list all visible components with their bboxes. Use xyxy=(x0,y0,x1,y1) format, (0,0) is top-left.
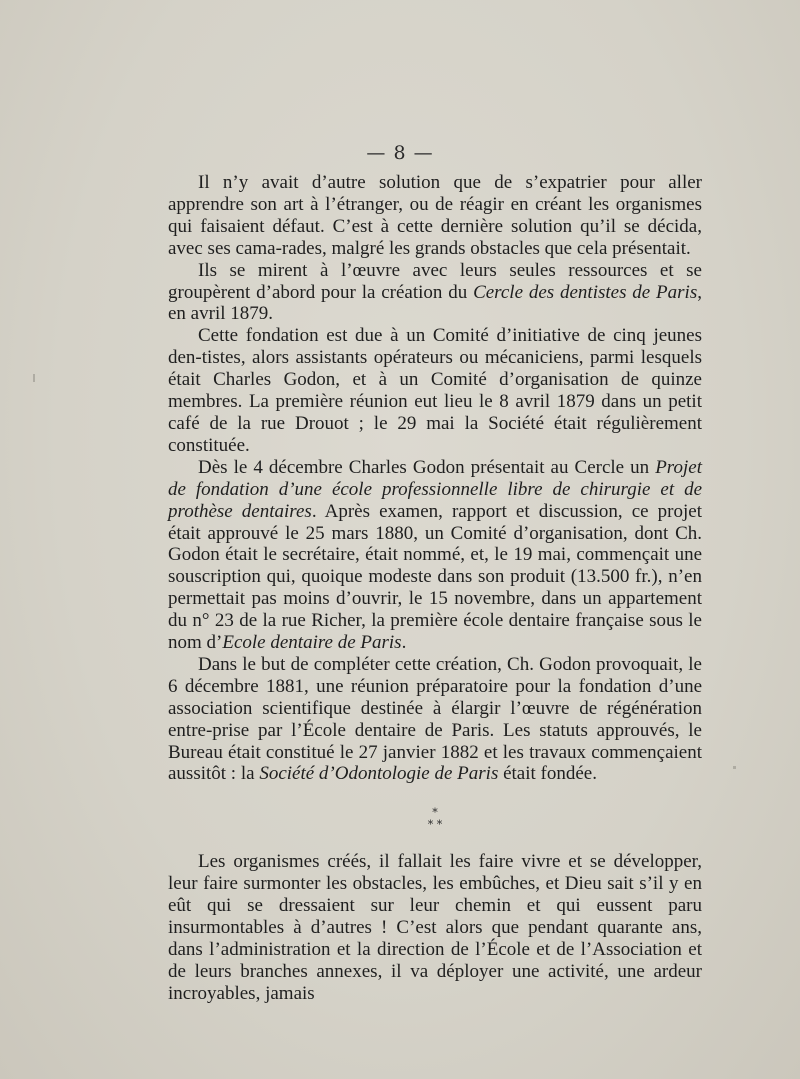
scan-speck xyxy=(733,766,736,769)
paragraph-5-italic: Société d’Odontologie de Paris xyxy=(259,763,499,785)
paragraph-4-text-end: . xyxy=(401,632,407,654)
paragraph-2-italic: Cercle des dentistes de Paris xyxy=(473,281,698,303)
paragraph-4-italic-2: Ecole dentaire de Paris xyxy=(222,632,402,654)
body-text xyxy=(168,172,702,1005)
paragraph-4-text-middle: . Après examen, rapport et discussion, ce projet était approuvé le 25 mars 1880, un Comité d’organisation, dont Ch. Godon était le secrétaire, était nommé, et, le 19 mai, commençait une souscription qui, quoique modeste dans son produit (13.500 fr.), n’en permettait pas moins d’ouvrir, le 15 novembre, dans un appartement du n° 23 de la rue Richer, la première école dentaire française sous le nom d’ xyxy=(168,500,702,654)
page-number: — 8 — xyxy=(366,142,434,164)
paragraph-2 xyxy=(168,260,702,326)
paragraph-2-text-end: , en avril 1879. xyxy=(168,281,702,325)
paragraph-4-text: Dès le 4 décembre Charles Godon présentait au Cercle un xyxy=(198,456,656,478)
paragraph-2-text: Ils se mirent à l’œuvre avec leurs seules ressources et se groupèrent d’abord pour la création du xyxy=(168,259,702,303)
paragraph-5-text-end: était fondée. xyxy=(498,763,597,785)
paragraph-4-italic: Projet de fondation d’une école professionnelle libre de chirurgie et de prothèse dentaires xyxy=(168,456,702,522)
paragraph-3: Cette fondation est due à un Comité d’initiative de cinq jeunes den-tistes, alors assistants opérateurs ou mécaniciens, parmi lesquels était Charles Godon, et à un Comité d’organisation de quinze membres. La première réunion eut lieu le 8 avril 1879 dans un petit café de la rue Drouot ; le 29 mai la Société était régulièrement constituée. xyxy=(168,325,702,456)
paragraph-4 xyxy=(168,457,702,654)
paragraph-6: Les organismes créés, il fallait les faire vivre et se développer, leur faire surmonter les obstacles, les embûches, et Dieu sait s’il y en eût qui se dressaient sur leur chemin et qui eussent paru insurmontables à d’autres ! C’est alors que pendant quarante ans, dans l’administration et la direction de l’École et de l’Association et de leurs branches annexes, il va déployer une activité, une ardeur incroyables, jamais xyxy=(168,851,702,1004)
scan-speck xyxy=(33,374,35,382)
paragraph-5 xyxy=(168,654,702,785)
section-separator xyxy=(168,807,702,831)
paragraph-1: Il n’y avait d’autre solution que de s’expatrier pour aller apprendre son art à l’étranger, ou de réagir en créant les organismes qui faisaient défaut. C’est à cette dernière solution qu’il se décida, avec ses cama-rades, malgré les grands obstacles que cela présentait. xyxy=(168,172,702,259)
separator-asterisk-bottom: * * xyxy=(427,818,443,832)
paragraph-5-text: Dans le but de compléter cette création, Ch. Godon provoquait, le 6 décembre 1881, une réunion préparatoire pour la fondation d’une association scientifique destinée à élargir l’œuvre de régénération entre-prise par l’École dentaire de Paris. Les statuts approuvés, le Bureau était constitué le 27 janvier 1882 et les travaux commençaient aussitôt : la xyxy=(168,653,702,785)
separator-asterisk-top: * xyxy=(432,806,438,820)
